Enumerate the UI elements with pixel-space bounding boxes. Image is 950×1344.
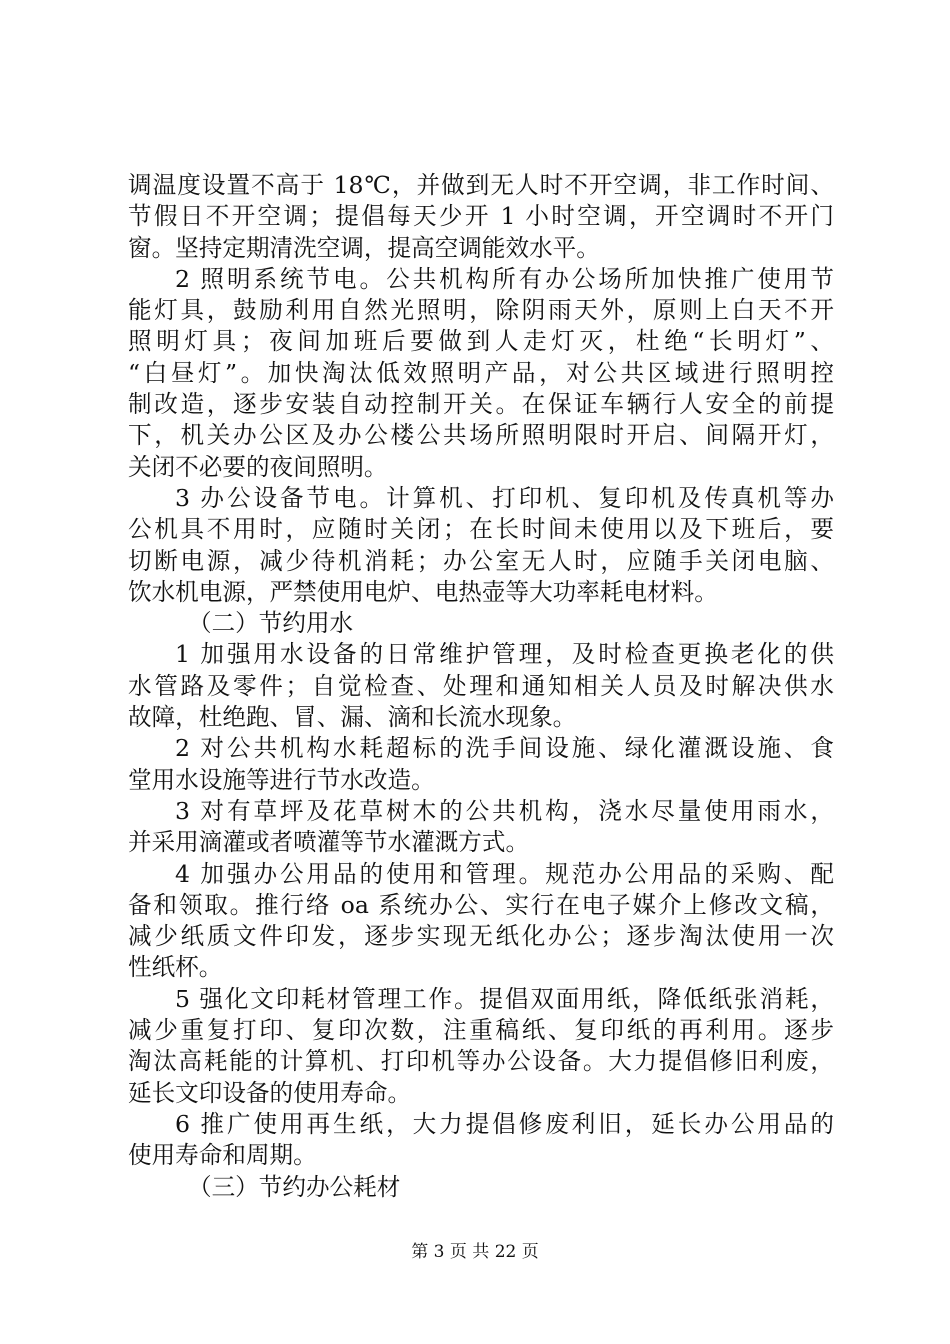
text-line: 水管路及零件；自觉检查、处理和通知相关人员及时解决供水 <box>128 671 834 700</box>
section-heading: （二）节约用水 <box>188 609 354 638</box>
page-number: 第 3 页 共 22 页 <box>411 1242 539 1262</box>
text-line: 2 照明系统节电。公共机构所有办公场所加快推广使用节 <box>175 264 834 293</box>
text-line: 饮水机电源，严禁使用电炉、电热壶等大功率耗电材料。 <box>128 577 718 606</box>
text-line: 5 强化文印耗材管理工作。提倡双面用纸，降低纸张消耗， <box>175 984 834 1013</box>
text-line: 故障，杜绝跑、冒、漏、滴和长流水现象。 <box>128 703 577 732</box>
text-line: 4 加强办公用品的使用和管理。规范办公用品的采购、配 <box>175 859 834 888</box>
text-line: 淘汰高耗能的计算机、打印机等办公设备。大力提倡修旧利废， <box>128 1047 834 1076</box>
text-line: 节假日不开空调；提倡每天少开 1 小时空调，开空调时不开门 <box>128 202 834 231</box>
text-line: 1 加强用水设备的日常维护管理，及时检查更换老化的供 <box>175 640 834 669</box>
text-line: 减少重复打印、复印次数，注重稿纸、复印纸的再利用。逐步 <box>128 1016 834 1045</box>
text-line: 6 推广使用再生纸，大力提倡修废利旧，延长办公用品的 <box>175 1109 834 1138</box>
text-line: 延长文印设备的使用寿命。 <box>128 1078 412 1107</box>
text-line: 公机具不用时，应随时关闭；在长时间未使用以及下班后，要 <box>128 515 834 544</box>
text-line: 制改造，逐步安装自动控制开关。在保证车辆行人安全的前提 <box>128 390 834 419</box>
text-line: 性纸杯。 <box>128 953 223 982</box>
body-text <box>128 170 834 1203</box>
text-line: 堂用水设施等进行节水改造。 <box>128 765 435 794</box>
text-line: 2 对公共机构水耗超标的洗手间设施、绿化灌溉设施、食 <box>175 734 834 763</box>
text-line: 窗。坚持定期清洗空调，提高空调能效水平。 <box>128 233 600 262</box>
text-line: 备和领取。推行络 oa 系统办公、实行在电子媒介上修改文稿， <box>128 890 834 919</box>
text-line: 减少纸质文件印发，逐步实现无纸化办公；逐步淘汰使用一次 <box>128 922 834 951</box>
text-line: 切断电源，减少待机消耗；办公室无人时，应随手关闭电脑、 <box>128 546 834 575</box>
text-line: 使用寿命和周期。 <box>128 1141 317 1170</box>
text-line: 3 对有草坪及花草树木的公共机构，浇水尽量使用雨水， <box>175 796 834 825</box>
page-footer <box>0 1240 950 1264</box>
section-heading: （三）节约办公耗材 <box>188 1172 401 1201</box>
text-line: 照明灯具；夜间加班后要做到人走灯灭，杜绝“长明灯”、 <box>128 327 834 356</box>
text-line: 下，机关办公区及办公楼公共场所照明限时开启、间隔开灯， <box>128 421 834 450</box>
text-line: 关闭不必要的夜间照明。 <box>128 452 388 481</box>
text-line: 并采用滴灌或者喷灌等节水灌溉方式。 <box>128 828 530 857</box>
text-line: 能灯具，鼓励利用自然光照明，除阴雨天外，原则上白天不开 <box>128 296 834 325</box>
text-line: 3 办公设备节电。计算机、打印机、复印机及传真机等办 <box>175 483 834 512</box>
text-line: “白昼灯”。加快淘汰低效照明产品，对公共区域进行照明控 <box>128 358 834 387</box>
text-line: 调温度设置不高于 18℃，并做到无人时不开空调，非工作时间、 <box>128 171 834 199</box>
